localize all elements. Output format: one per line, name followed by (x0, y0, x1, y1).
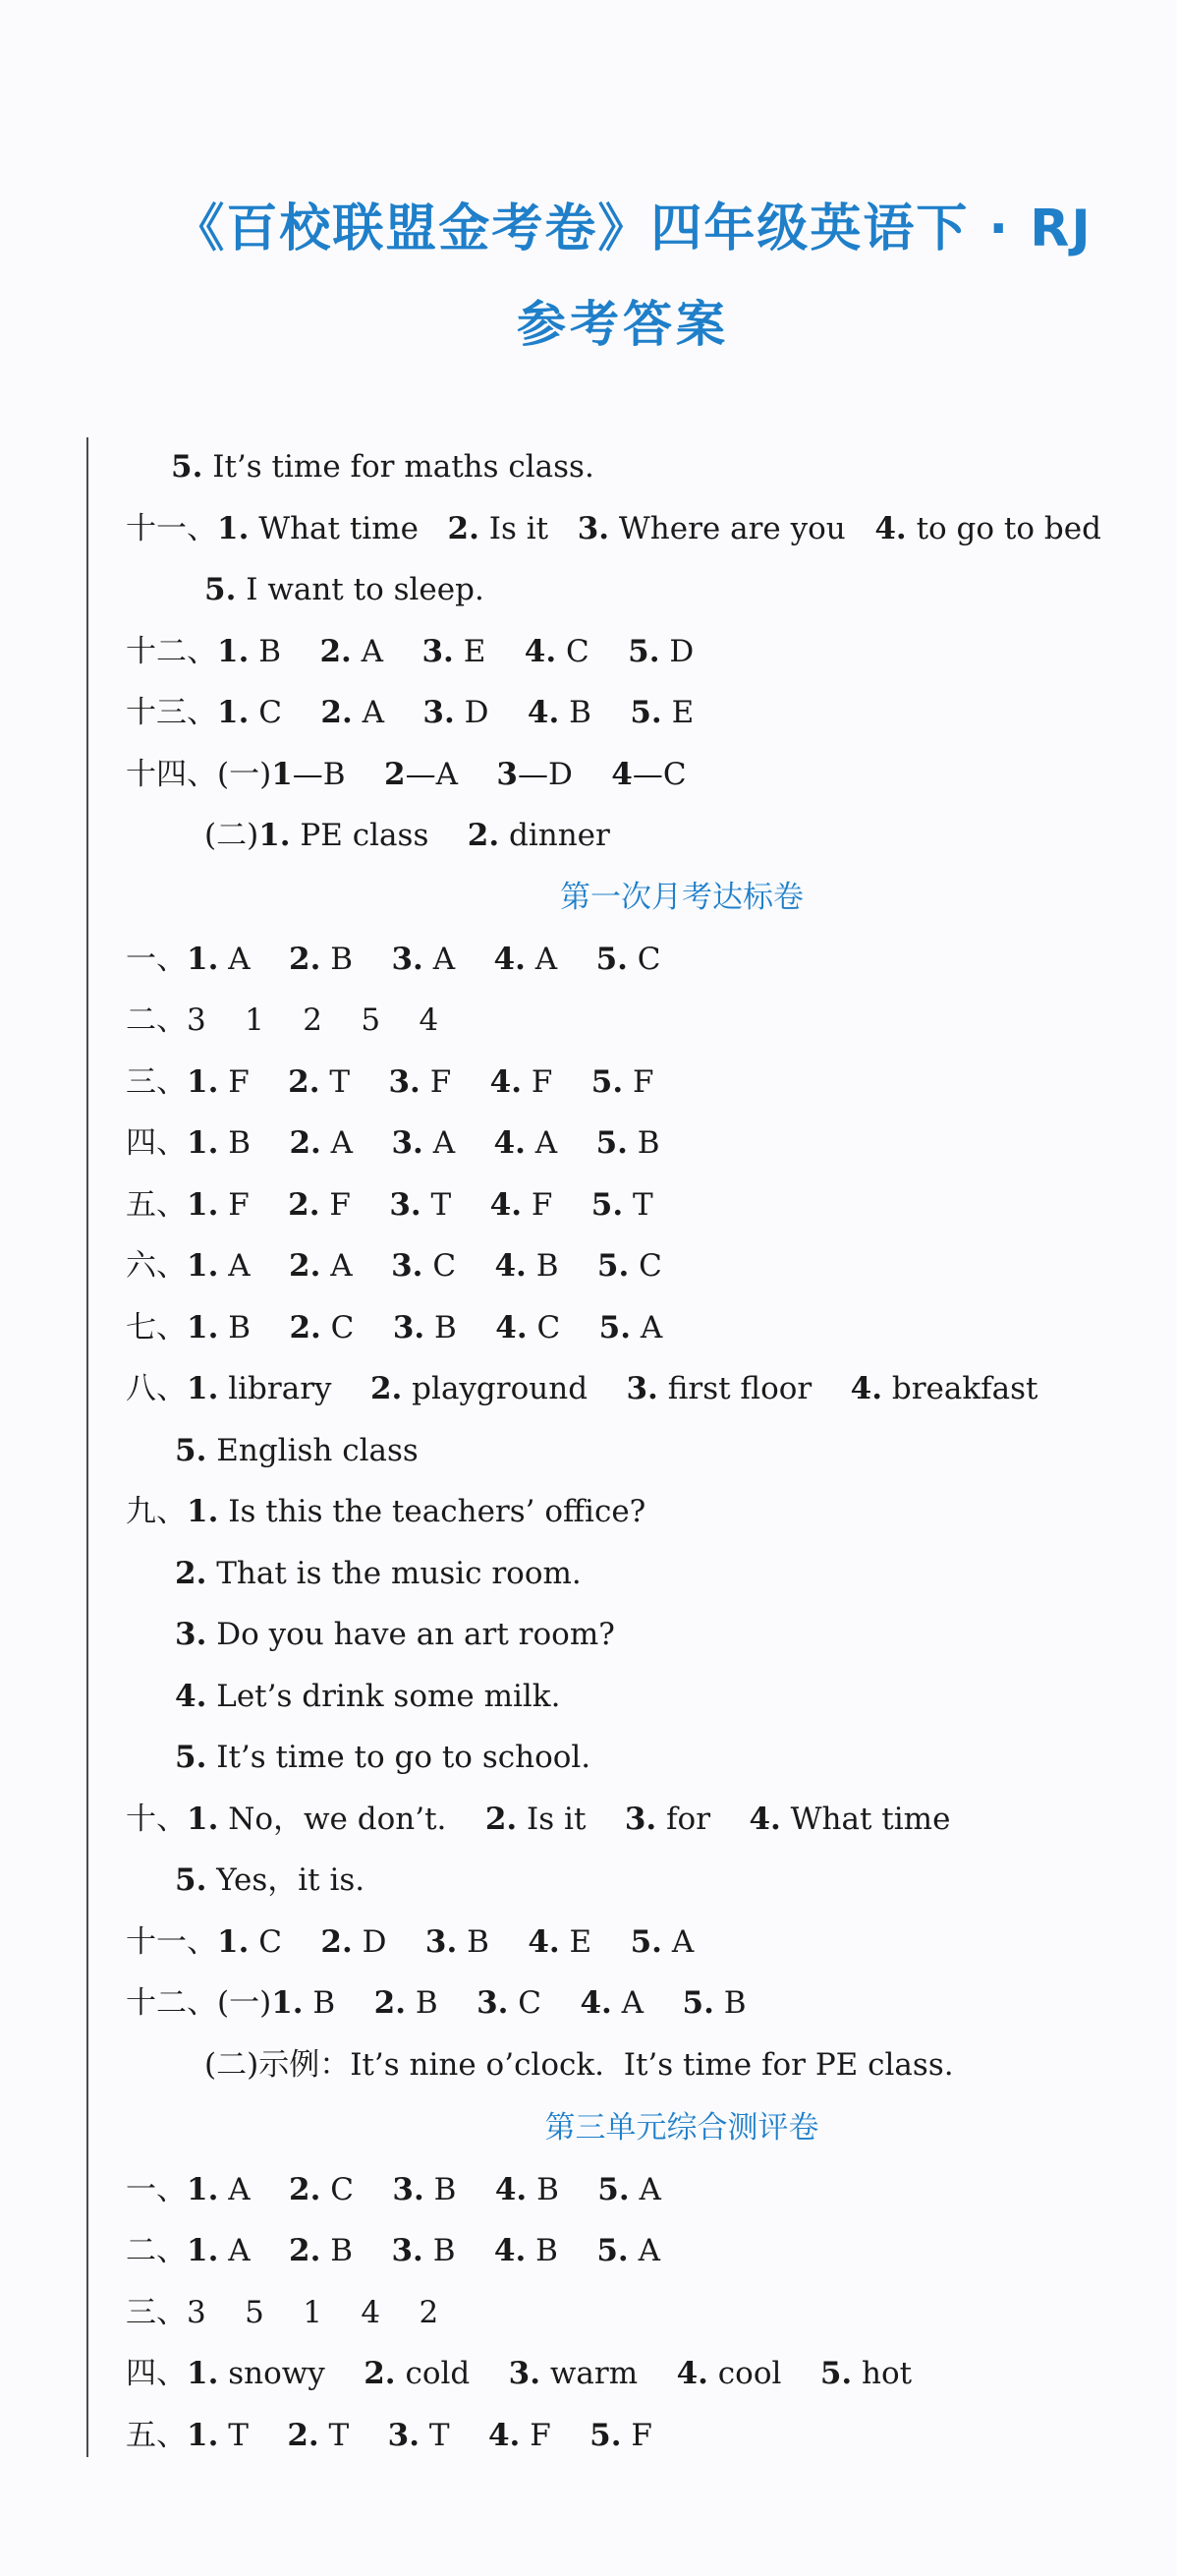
answer-line: 2. That is the music room. (175, 1556, 582, 1591)
answer-line: (二)1. PE class 2. dinner (204, 818, 610, 853)
answer-line: (二)示例：It’s nine o’clock. It’s time for PE class. (204, 2047, 954, 2083)
answer-line: 五、1. T 2. T 3. T 4. F 5. F (126, 2418, 652, 2453)
answer-line: 四、1. snowy 2. cold 3. warm 4. cool 5. hot (126, 2356, 913, 2391)
answer-line: 5. Yes，it is. (175, 1862, 365, 1898)
answer-line: 八、1. library 2. playground 3. first floor 4. breakfast (126, 1371, 1038, 1406)
answer-line: 六、1. A 2. A 3. C 4. B 5. C (126, 1248, 662, 1284)
answer-line: 二、1. A 2. B 3. B 4. B 5. A (126, 2233, 660, 2268)
answer-line: 三、3 5 1 4 2 (126, 2295, 439, 2330)
answer-line: 四、1. B 2. A 3. A 4. A 5. B (126, 1125, 660, 1161)
answer-line: 5. It’s time for maths class. (171, 449, 594, 485)
answer-line: 一、1. A 2. B 3. A 4. A 5. C (126, 942, 661, 977)
answer-line: 十二、(一)1. B 2. B 3. C 4. A 5. B (126, 1985, 747, 2021)
answer-line: 十一、1. C 2. D 3. B 4. E 5. A (126, 1924, 695, 1960)
answer-line: 十四、(一)1—B 2—A 3—D 4—C (126, 757, 687, 792)
answer-line: 4. Let’s drink some milk. (175, 1679, 561, 1714)
answer-line: 十三、1. C 2. A 3. D 4. B 5. E (126, 695, 695, 730)
answer-line: 3. Do you have an art room? (175, 1617, 615, 1652)
answer-line: 七、1. B 2. C 3. B 4. C 5. A (126, 1310, 663, 1345)
answer-line: 一、1. A 2. C 3. B 4. B 5. A (126, 2172, 661, 2207)
answer-line: 5. I want to sleep. (204, 572, 484, 607)
answer-line: 三、1. F 2. T 3. F 4. F 5. F (126, 1064, 654, 1100)
section-heading-1: 第一次月考达标卷 (560, 880, 804, 915)
answer-line: 二、3 1 2 5 4 (126, 1002, 439, 1038)
answer-line: 九、1. Is this the teachers’ office? (126, 1494, 646, 1529)
page-subtitle: 参考答案 (517, 296, 729, 353)
answer-line: 十、1. No，we don’t. 2. Is it 3. for 4. What time (126, 1802, 951, 1837)
margin-rule (86, 437, 88, 2457)
answer-line: 十二、1. B 2. A 3. E 4. C 5. D (126, 634, 695, 669)
answer-line: 5. It’s time to go to school. (175, 1740, 591, 1775)
answer-line: 十一、1. What time 2. Is it 3. Where are you 4. to go to bed (126, 511, 1101, 546)
answer-line: 5. English class (175, 1433, 419, 1468)
answer-line: 五、1. F 2. F 3. T 4. F 5. T (126, 1187, 653, 1223)
section-heading-2: 第三单元综合测评卷 (544, 2110, 819, 2146)
page-title: 《百校联盟金考卷》四年级英语下 · RJ (173, 200, 1093, 258)
